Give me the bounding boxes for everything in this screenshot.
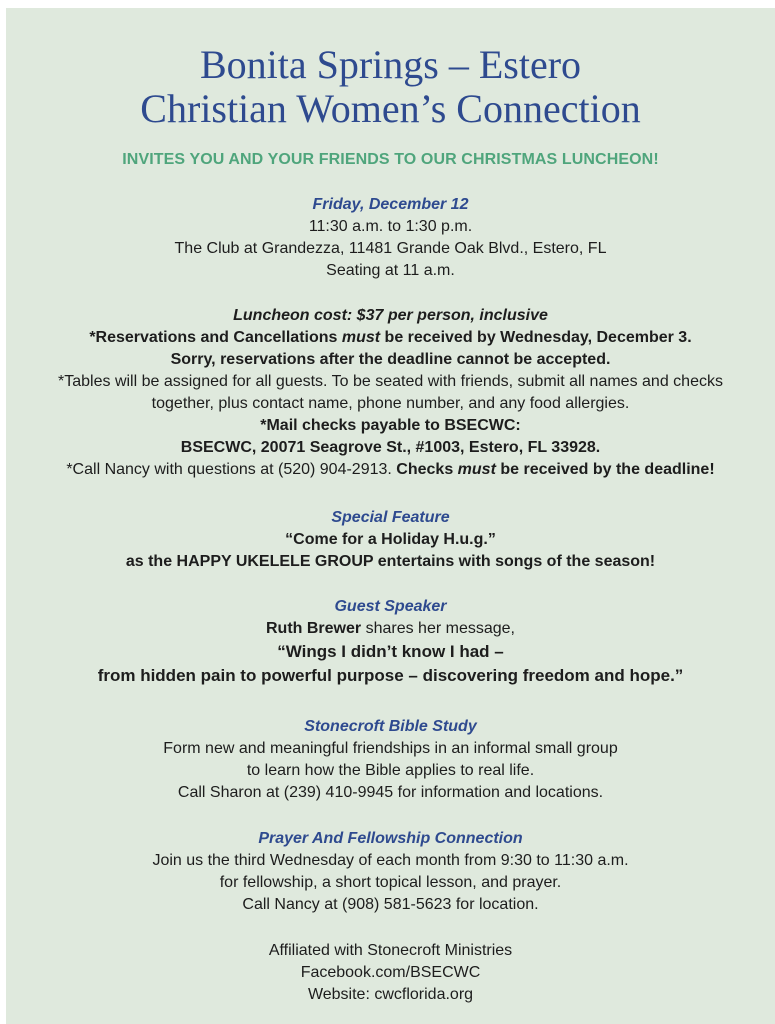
reservation-deadline: *Reservations and Cancellations must be received by Wednesday, December 3. — [89, 329, 692, 346]
special-feature-line-1: “Come for a Holiday H.u.g.” — [285, 531, 496, 548]
speaker-line: Ruth Brewer shares her message, — [266, 620, 515, 637]
bible-study — [6, 716, 775, 804]
speaker-message-line-1: “Wings I didn’t know I had – — [277, 642, 504, 661]
event-seating: Seating at 11 a.m. — [326, 262, 455, 279]
prayer-line-1: Join us the third Wednesday of each month from 9:30 to 11:30 a.m. — [152, 852, 629, 869]
bible-study-line-2: to learn how the Bible applies to real life. — [246, 762, 535, 779]
prayer-heading: Prayer And Fellowship Connection — [258, 830, 523, 847]
event-details — [6, 194, 775, 282]
affiliation: Affiliated with Stonecroft Ministries — [268, 942, 513, 959]
page-title — [6, 43, 775, 131]
prayer-fellowship — [6, 828, 775, 916]
prayer-line-3: Call Nancy at (908) 581-5623 for location. — [242, 896, 539, 913]
title-line-1: Bonita Springs – Estero — [199, 42, 582, 87]
special-feature-line-2: as the HAPPY UKELELE GROUP entertains with songs of the season! — [125, 553, 656, 570]
tables-note-line-2: together, plus contact name, phone number, and any food allergies. — [151, 395, 630, 412]
bible-study-heading: Stonecroft Bible Study — [304, 718, 477, 735]
reservation-sorry: Sorry, reservations after the deadline cannot be accepted. — [170, 351, 611, 368]
website-link[interactable]: Website: cwcflorida.org — [307, 986, 474, 1003]
event-venue: The Club at Grandezza, 11481 Grande Oak Blvd., Estero, FL — [174, 240, 607, 257]
guest-speaker — [6, 596, 775, 688]
invite-line: INVITES YOU AND YOUR FRIENDS TO OUR CHRISTMAS LUNCHEON! — [122, 151, 659, 168]
special-feature — [6, 507, 775, 573]
prayer-line-2: for fellowship, a short topical lesson, and prayer. — [219, 874, 562, 891]
bible-study-line-3: Call Sharon at (239) 410-9945 for information and locations. — [177, 784, 604, 801]
event-date: Friday, December 12 — [312, 196, 469, 213]
title-line-2: Christian Women’s Connection — [140, 86, 641, 131]
call-line: *Call Nancy with questions at (520) 904-2913. Checks must be received by the deadline! — [66, 461, 715, 478]
footer — [6, 940, 775, 1006]
bible-study-line-1: Form new and meaningful friendships in an informal small group — [163, 740, 618, 757]
speaker-message-line-2: from hidden pain to powerful purpose – discovering freedom and hope.” — [97, 666, 684, 685]
facebook-link[interactable]: Facebook.com/BSECWC — [300, 964, 481, 981]
reservation-details — [6, 305, 775, 481]
event-time: 11:30 a.m. to 1:30 p.m. — [308, 218, 473, 235]
special-feature-heading: Special Feature — [331, 509, 450, 526]
luncheon-cost: Luncheon cost: $37 per person, inclusive — [233, 307, 548, 324]
flyer-panel — [6, 8, 775, 1024]
mail-checks: *Mail checks payable to BSECWC: — [260, 417, 521, 434]
tables-note-line-1: *Tables will be assigned for all guests. To be seated with friends, submit all names and checks — [58, 373, 723, 390]
mail-address: BSECWC, 20071 Seagrove St., #1003, Estero, FL 33928. — [180, 439, 601, 456]
guest-speaker-heading: Guest Speaker — [334, 598, 447, 615]
